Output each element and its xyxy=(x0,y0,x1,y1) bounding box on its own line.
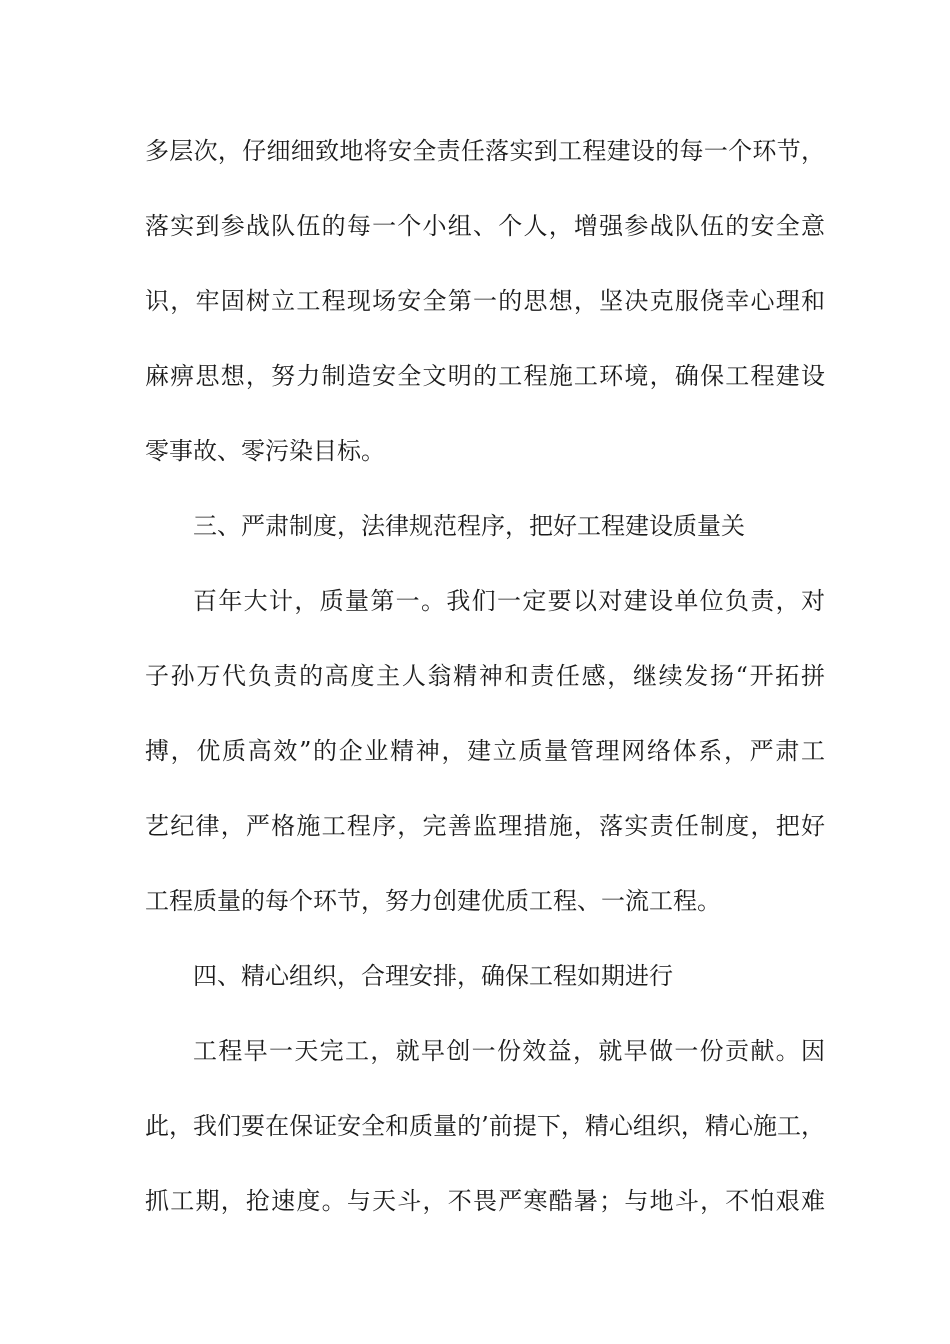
paragraph-line: 工程早一天完工，就早创一份效益，就早做一份贡献。因 xyxy=(193,1037,825,1065)
paragraph-line: 零事故、零污染目标。 xyxy=(145,437,385,465)
paragraph-line: 麻痹思想，努力制造安全文明的工程施工环境，确保工程建设 xyxy=(145,362,825,390)
paragraph-line: 多层次，仔细细致地将安全责任落实到工程建设的每一个环节， xyxy=(145,137,825,165)
paragraph-line: 百年大计，质量第一。我们一定要以对建设单位负责，对 xyxy=(193,587,825,615)
paragraph-line: 子孙万代负责的高度主人翁精神和责任感，继续发扬“开拓拼 xyxy=(145,662,825,690)
paragraph-line: 抓工期，抢速度。与天斗，不畏严寒酷暑；与地斗，不怕艰难 xyxy=(145,1187,825,1215)
section-heading: 四、精心组织，合理安排，确保工程如期进行 xyxy=(193,962,673,990)
paragraph-line: 艺纪律，严格施工程序，完善监理措施，落实责任制度，把好 xyxy=(145,812,825,840)
paragraph-line: 此，我们要在保证安全和质量的’前提下，精心组织，精心施工， xyxy=(145,1112,825,1140)
paragraph-line: 识，牢固树立工程现场安全第一的思想，坚决克服侥幸心理和 xyxy=(145,287,825,315)
section-heading: 三、严肃制度，法律规范程序，把好工程建设质量关 xyxy=(193,512,745,540)
paragraph-line: 搏，优质高效”的企业精神，建立质量管理网络体系，严肃工 xyxy=(145,737,825,765)
paragraph-line: 落实到参战队伍的每一个小组、个人，增强参战队伍的安全意 xyxy=(145,212,825,240)
paragraph-line: 工程质量的每个环节，努力创建优质工程、一流工程。 xyxy=(145,887,721,915)
